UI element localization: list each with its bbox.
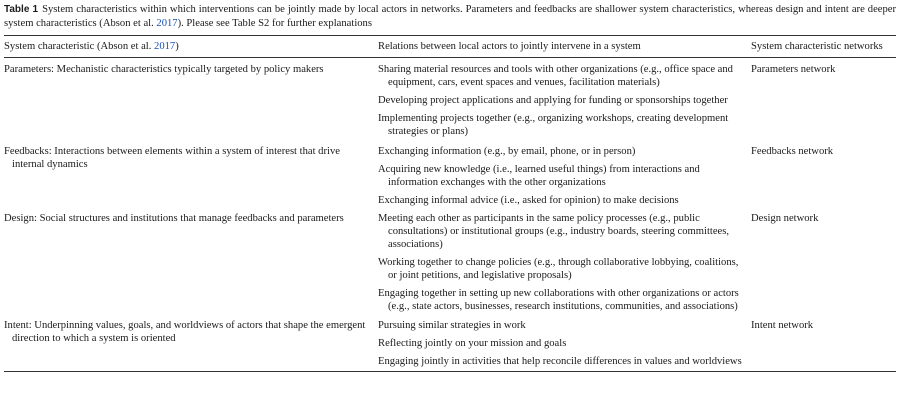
- relation-item: Implementing projects together (e.g., organizing workshops, creating development strategies or plans): [378, 113, 729, 138]
- header-col1-text: System characteristic (Abson et al.: [4, 41, 155, 53]
- relation-item: Developing project applications and applying for funding or sponsorships together: [378, 95, 728, 107]
- header-relations: Relations between local actors to jointly intervene in a system: [378, 41, 641, 53]
- characteristic-intent: Intent: Underpinning values, goals, and worldviews of actors that shape the emergent direction to which a system is oriented: [4, 320, 366, 345]
- table-row-intent: [4, 319, 896, 368]
- table-row-feedbacks: [4, 145, 896, 207]
- caption-text: System characteristics within which interventions can be jointly made by local actors in networks. Parameters and feedbacks are shallower system characteristics, whereas design and intent are deeper system characteristics (Abson et al.: [4, 4, 896, 29]
- relation-item: Exchanging informal advice (i.e., asked for opinion) to make decisions: [378, 195, 679, 207]
- relation-item: Reflecting jointly on your mission and goals: [378, 338, 567, 350]
- table-body: [4, 58, 896, 368]
- relation-item: Acquiring new knowledge (i.e., learned useful things) from interactions and information exchanges with the other organizations: [378, 164, 700, 189]
- relation-item: Exchanging information (e.g., by email, phone, or in person): [378, 146, 636, 158]
- header-col1-close: ): [175, 41, 179, 53]
- header-citation-link[interactable]: 2017: [154, 41, 176, 53]
- network-intent: Intent network: [751, 320, 814, 332]
- characteristic-feedbacks: Feedbacks: Interactions between elements within a system of interest that drive internal dynamics: [4, 146, 340, 171]
- network-parameters: Parameters network: [751, 64, 836, 76]
- relation-item: Pursuing similar strategies in work: [378, 320, 526, 332]
- table-caption: [4, 3, 896, 30]
- bottom-rule: [4, 371, 896, 372]
- caption-citation-link[interactable]: 2017: [156, 17, 178, 29]
- relations-intent: [378, 319, 751, 368]
- relation-item: Engaging jointly in activities that help reconcile differences in values and worldviews: [378, 356, 742, 368]
- table-row-design: [4, 212, 896, 313]
- relations-feedbacks: [378, 145, 751, 207]
- caption-text-end: ). Please see Table S2 for further explanations: [177, 17, 372, 29]
- header-networks: System characteristic networks: [751, 41, 883, 53]
- characteristic-design: Design: Social structures and institutions that manage feedbacks and parameters: [4, 213, 344, 225]
- network-design: Design network: [751, 213, 819, 225]
- table-header-row: [4, 36, 896, 57]
- relations-parameters: [378, 63, 751, 138]
- table-label: Table 1: [4, 4, 39, 15]
- table-row-parameters: [4, 63, 896, 138]
- network-feedbacks: Feedbacks network: [751, 146, 834, 158]
- relation-item: Working together to change policies (e.g., through collaborative lobbying, coalitions, or joint petitions, and legislative proposals): [378, 257, 739, 282]
- characteristic-parameters: Parameters: Mechanistic characteristics typically targeted by policy makers: [4, 64, 324, 76]
- relation-item: Engaging together in setting up new collaborations with other organizations or actors (e.g., state actors, businesses, research institutions, communities, and associations): [378, 288, 739, 313]
- relation-item: Sharing material resources and tools with other organizations (e.g., office space and equipment, cars, event spaces and venues, facilitation materials): [378, 64, 733, 89]
- relations-design: [378, 212, 751, 313]
- header-system-characteristic: [4, 40, 378, 53]
- relation-item: Meeting each other as participants in the same policy processes (e.g., public consultations) or institutional groups (e.g., industry boards, steering committees, associations): [378, 213, 730, 251]
